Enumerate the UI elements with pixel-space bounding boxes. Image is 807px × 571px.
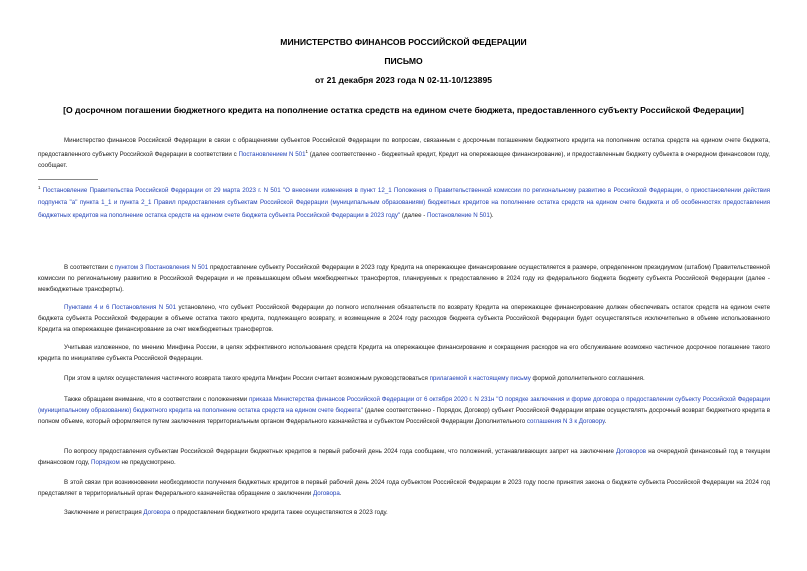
paragraph-7: По вопросу предоставления субъектам Российской Федерации бюджетных кредитов в первый рабочий день 2024 года сообщаем, что положений, устанавливающих запрет на заключение Договоров на очередной финансовый год в текущем финансовом году, Порядком не предусмотрено.: [38, 448, 770, 467]
document-type: ПИСЬМО: [384, 56, 423, 66]
link-dogovor-2[interactable]: Договора: [143, 509, 171, 516]
document-title: [О досрочном погашении бюджетного кредита на пополнение остатка средств на едином счете бюджета, предоставленного субъекту Российской Федерации]: [63, 105, 744, 115]
link-footnote-postanovlenie[interactable]: Постановление Правительства Российской Федерации от 29 марта 2023 г. N 501 "О внесении изменения в пункт 12_1 Положения о Правительственной комиссии по региональному развитию в Российской Федерации, о приостановлении действия подпункта "а" пункта 1_1 и пункта 2_1 Правил предоставления субъектам Российской Федерации (муниципальным образованиям) бюджетных кредитов на пополнение остатка средств на едином счете бюджета и об особенностях предоставления бюджетных кредитов на пополнение остатка средств на едином счете бюджета субъекта Российской Федерации в 2023 году": [38, 187, 770, 219]
link-appendix-form[interactable]: прилагаемой к настоящему письму: [429, 375, 531, 382]
link-dogovory[interactable]: Договоров: [616, 448, 647, 455]
link-dogovor[interactable]: Договора: [312, 490, 340, 498]
paragraph-9: Заключение и регистрация Договора о предоставлении бюджетного кредита также осуществляются в 2023 году.: [64, 509, 388, 516]
link-prikaz-231n[interactable]: приказа Министерства финансов Российской Федерации от 6 октября 2020 г. N 231н "О порядке заключения и форме договора о предоставлении субъекту Российской Федерации (муниципальному образованию) бюджетного кредита на пополнение остатка средств на едином счете бюджета": [38, 396, 770, 415]
link-footnote-postanovlenie-501[interactable]: Постановление N 501: [427, 211, 490, 219]
paragraph-5: При этом в целях осуществления частичного возврата такого кредита Минфин России считает возможным руководствоваться прилагаемой к настоящему письму формой дополнительного соглашения.: [64, 375, 645, 382]
link-punkty-4-6[interactable]: Пунктами 4 и 6 Постановления N 501: [64, 304, 177, 311]
paragraph-3: Пунктами 4 и 6 Постановления N 501 установлено, что субъект Российской Федерации до полного исполнения обязательств по возврату Кредита на опережающее финансирование должен обеспечивать остаток средств на едином счете бюджета субъекта Российской Федерации в объеме остатка такого кредита, подлежащего возврату, и возмещение в 2024 году расходов бюджета субъекта Российской Федерации будет осуществляться исключительно в объеме использованного Кредита на опережающее финансирование за счет межбюджетных трансфертов.: [38, 304, 771, 334]
footnote: $^1$ Постановление Правительства Российской Федерации от 29 марта 2023 г. N 501 "О внесении изменения в пункт 12_1 Положения о Правительственной комиссии по региональному развитию в Российской Федерации, о приостановлении действия подпункта "а" пункта 1_1 и пункта 2_1 Правил предоставления субъектам Российской Федерации (муниципальным образованиям) бюджетных кредитов на пополнение остатка средств на едином счете бюджета и об особенностях предоставления бюджетных кредитов на пополнение остатка средств на едином счете бюджета субъекта Российской Федерации в 2023 году" (далее - Постановление N 501).: [38, 185, 770, 219]
paragraph-2: В соответствии с пунктом 3 Постановления N 501 предоставление субъекту Российской Федерации в 2023 году Кредита на опережающее финансирование осуществляется в размере, определенном президиумом (штабом) Правительственной комиссии по региональному развитию в Российской Федерации и не превышающем объем межбюджетных трансфертов, планируемых к предоставлению в 2024 году из федерального бюджета бюджету субъекта Российской Федерации (далее - межбюджетные трансферты).: [38, 264, 770, 294]
paragraph-4: Учитывая изложенное, по мнению Минфина России, в целях эффективного использования средств Кредита на опережающее финансирование и сокращения расходов на его обслуживание возможно частичное досрочное погашение такого кредита по инициативе субъекта Российской Федерации.: [38, 344, 770, 363]
document-date-number: от 21 декабря 2023 года N 02-11-10/123895: [314, 75, 493, 85]
link-punkt-3[interactable]: пунктом 3 Постановления N 501: [114, 264, 209, 271]
link-poryadok[interactable]: Порядком: [91, 459, 120, 467]
footnote-ref: 1: [305, 149, 309, 155]
footnote-separator: [38, 179, 98, 180]
link-soglashenie-3[interactable]: соглашения N 3 к Договору: [526, 418, 605, 426]
paragraph-1: Министерство финансов Российской Федерации в связи с обращениями субъектов Российской Федерации по вопросам, связанным с досрочным погашением бюджетного кредита на пополнение остатка средств на едином счете бюджета, предоставленного субъекту Российской Федерации в соответствии с Постановлением N $501^1$ (далее соответственно - бюджетный кредит, Кредит на опережающее финансирование), и предоставленным бюджету субъекта в очередном финансовом году, сообщает.: [38, 137, 770, 170]
link-postanovlenie-501[interactable]: Постановлением N 501: [238, 151, 306, 159]
ministry-heading: МИНИСТЕРСТВО ФИНАНСОВ РОССИЙСКОЙ ФЕДЕРАЦИИ: [280, 37, 527, 47]
paragraph-8: В этой связи при возникновении необходимости получения бюджетных кредитов в первый рабочий день 2024 года субъектом Российской Федерации в 2023 году после принятия закона о бюджете субъекта Российской Федерации на 2024 год представляет в территориальный орган Федерального казначейства обращение о заключении Договора.: [38, 479, 770, 498]
paragraph-6: Также обращаем внимание, что в соответствии с положениями приказа Министерства финансов Российской Федерации от 6 октября 2020 г. N 231н "О порядке заключения и форме договора о предоставлении субъекту Российской Федерации (муниципальному образованию) бюджетного кредита на пополнение остатка средств на едином счете бюджета" (далее соответственно - Порядок, Договор) субъект Российской Федерации вправе осуществлять досрочный возврат бюджетного кредита в полном объеме, который оформляется путем заключения территориальным органом Федерального казначейства и субъектом Российской Федерации Дополнительного соглашения N 3 к Договору.: [38, 396, 770, 426]
